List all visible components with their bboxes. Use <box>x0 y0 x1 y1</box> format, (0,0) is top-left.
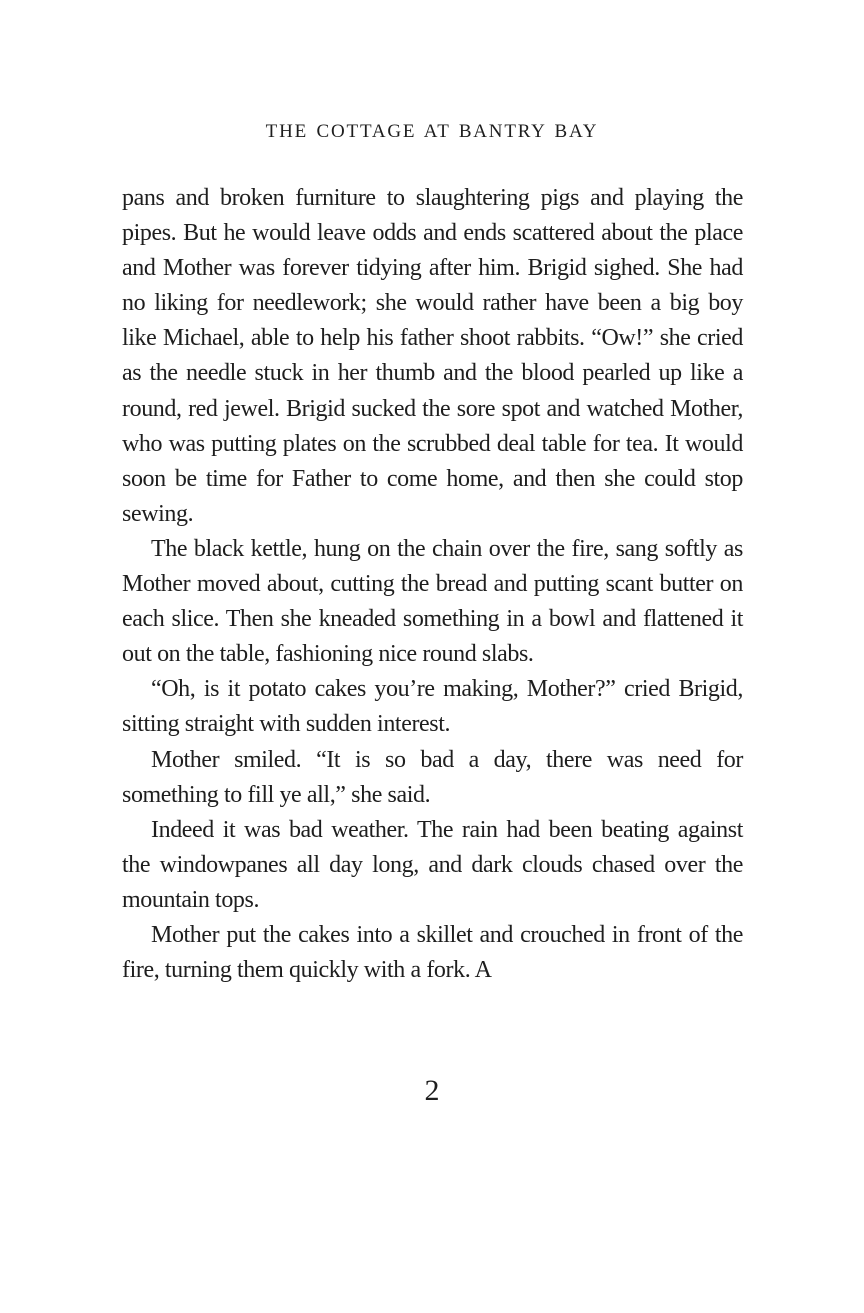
paragraph: Indeed it was bad weather. The rain had been beating against the windowpanes all day long, and dark clouds chased over the mountain tops. <box>122 816 743 913</box>
page-number: 2 <box>424 1074 440 1107</box>
paragraph: “Oh, is it potato cakes you’re making, Mother?” cried Brigid, sitting straight with sudden interest. <box>122 676 743 738</box>
paragraph: pans and broken furniture to slaughtering pigs and playing the pipes. But he would leave odds and ends scattered about the place and Mother was forever tidying after him. Brigid sighed. She had no liking for needlework; she would rather have been a big boy like Michael, able to help his father shoot rabbits. “Ow!” she cried as the needle stuck in her thumb and the blood pearled up like a round, red jewel. Brigid sucked the sore spot and watched Mother, who was putting plates on the scrubbed deal table for tea. It would soon be time for Father to come home, and then she could stop sewing. <box>122 185 743 527</box>
paragraph: The black kettle, hung on the chain over the fire, sang softly as Mother moved about, cutting the bread and putting scant butter on each slice. Then she kneaded something in a bowl and flattened it out on the table, fashioning nice round slabs. <box>122 535 743 668</box>
paragraph: Mother put the cakes into a skillet and crouched in front of the fire, turning them quickly with a fork. A <box>122 921 743 984</box>
paragraph: Mother smiled. “It is so bad a day, there was need for something to fill ye all,” she said. <box>122 746 743 808</box>
body-text <box>122 181 743 988</box>
running-header: THE COTTAGE AT BANTRY BAY <box>265 121 599 142</box>
